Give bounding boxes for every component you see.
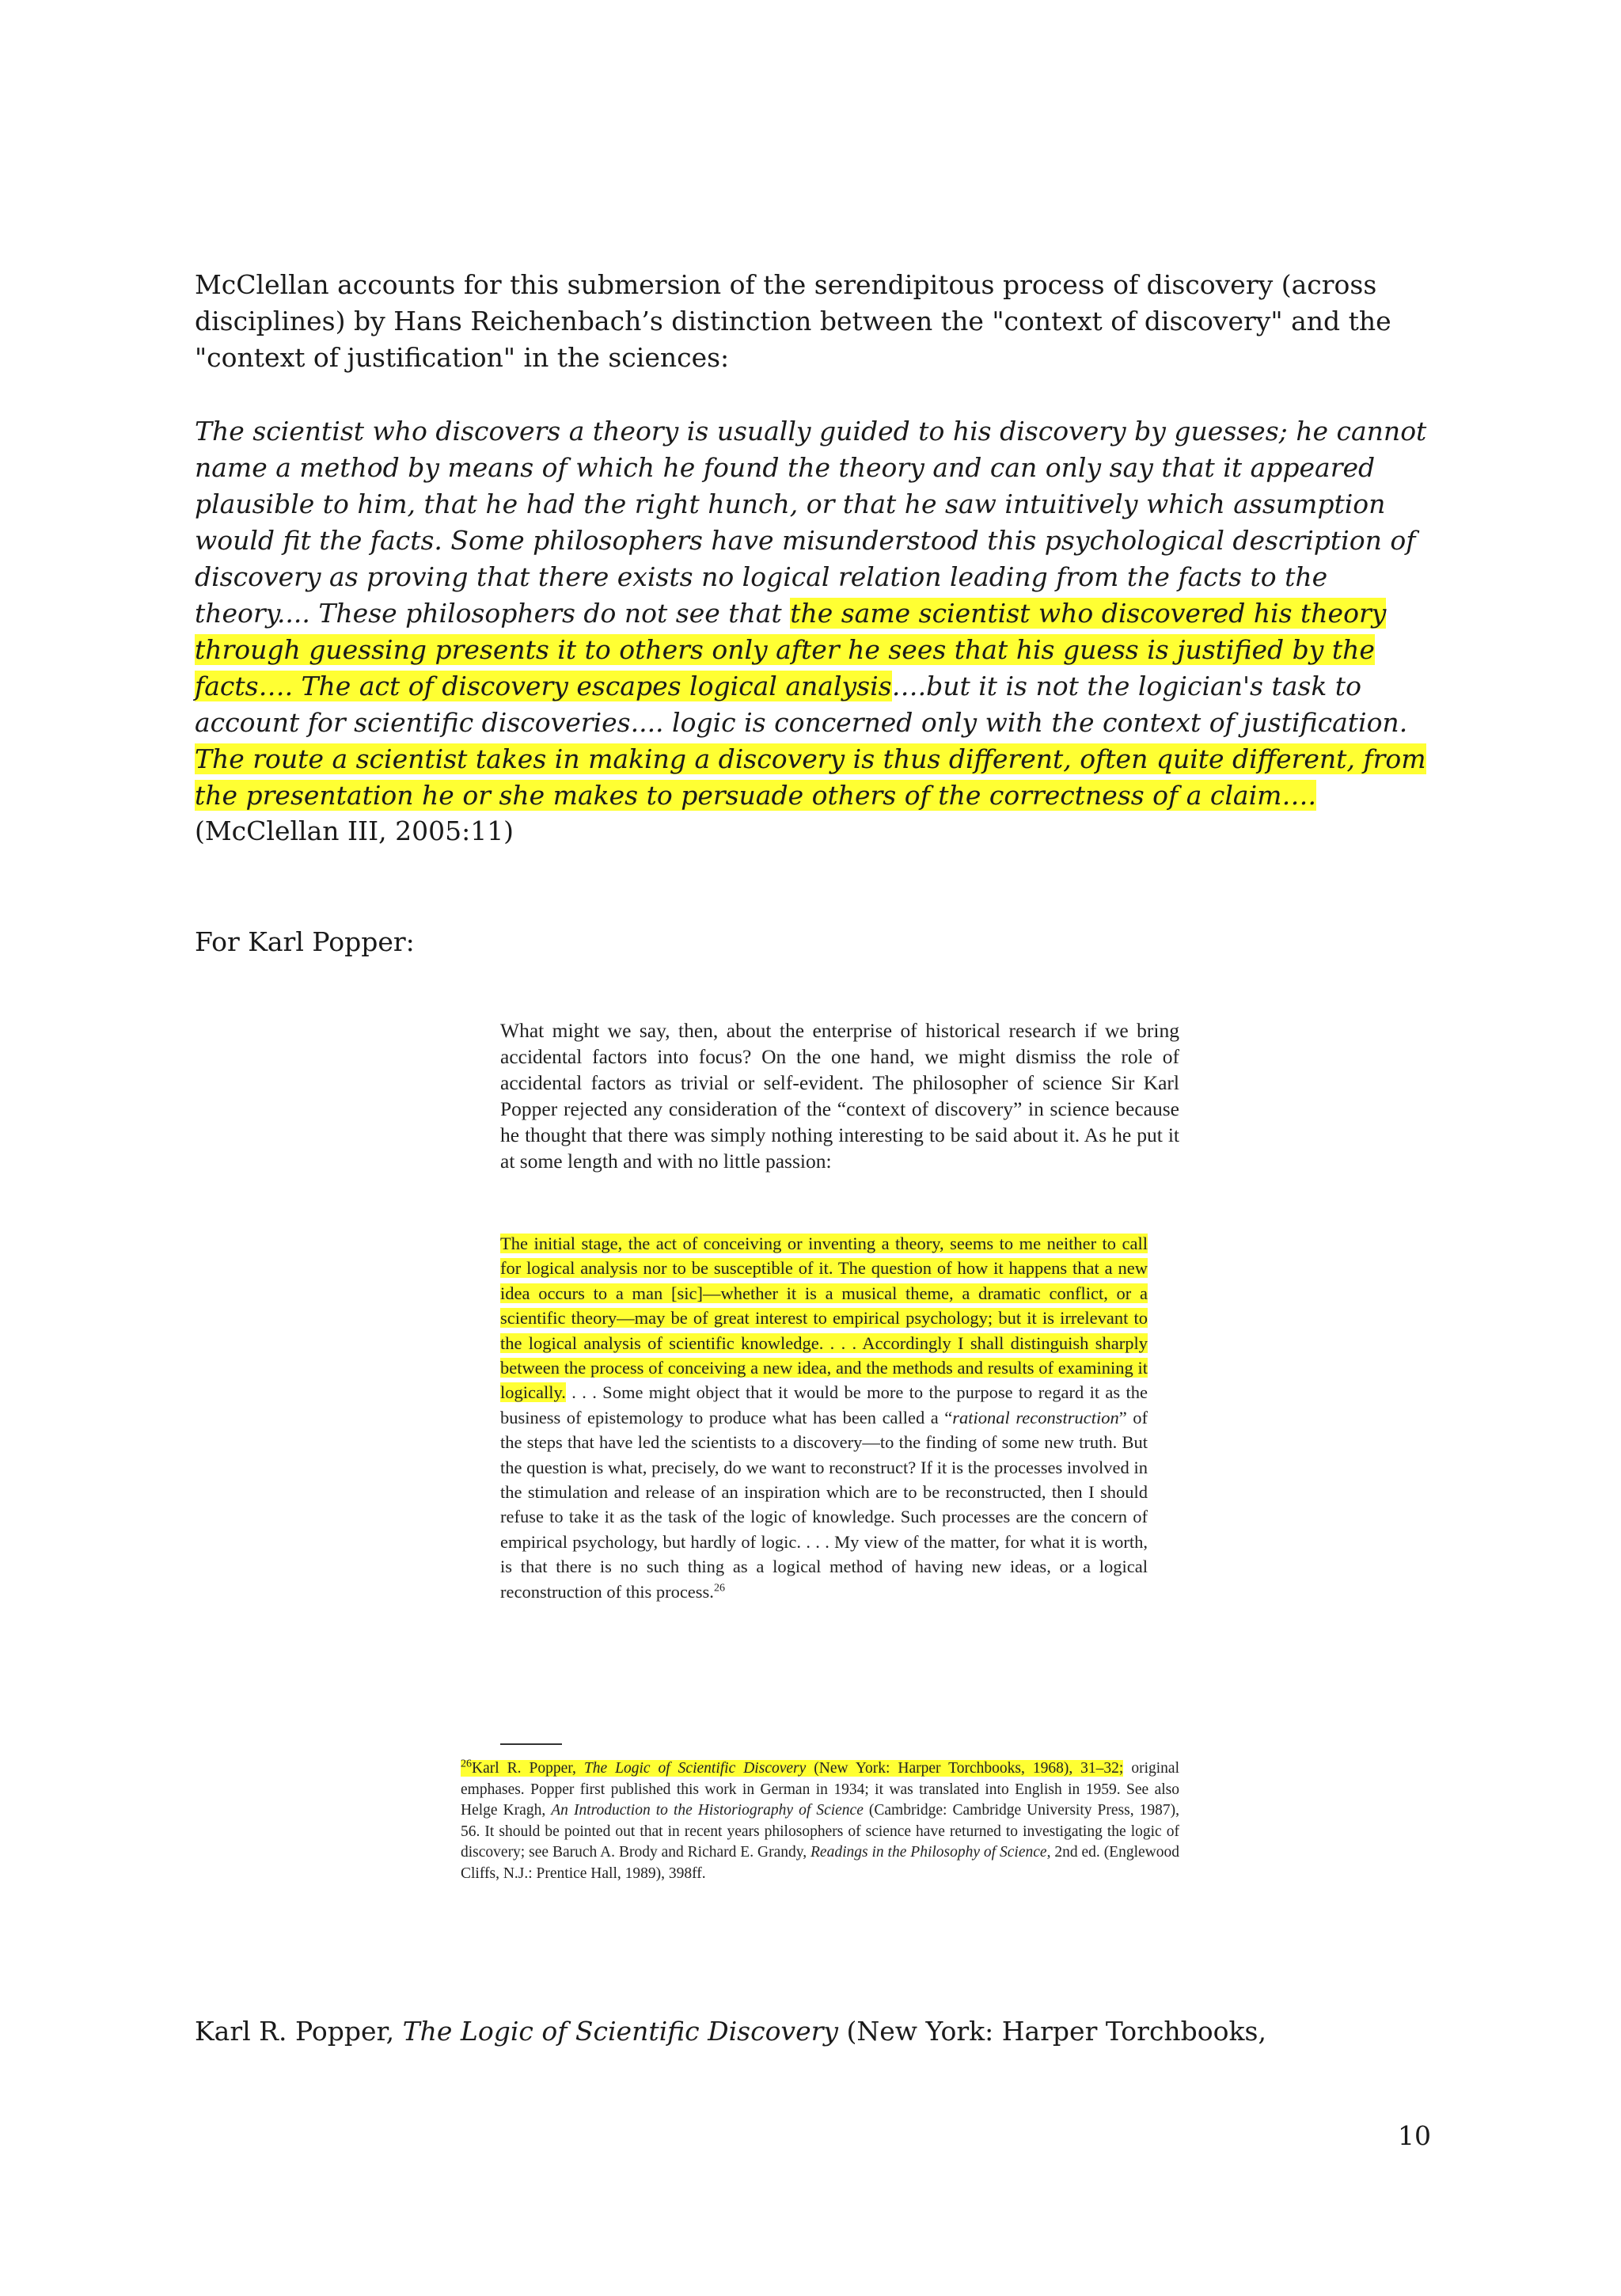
footnote-hl-title: The Logic of Scientific Discovery [583,1760,807,1777]
quote-highlight-2: The route a scientist takes in making a discovery is thus different, often quite different, from the presentation he or she makes to persuade others of the correctness of a claim…. [195,743,1426,811]
scanned-book-excerpt [461,1017,1180,1920]
scan-block-highlight: The initial stage, the act of conceiving or inventing a theory, seems to me neither to call for logical analysis nor to be susceptible of it. The question of how it happens that a new idea occurs to a man [sic]—whether it is a musical theme, a dramatic conflict, or a scientific theory—may be of great interest to empirical psychology; but it is irrelevant to the logical analysis of scientific knowledge. . . . Accordingly I shall distinguish sharply between the process of conceiving a new idea, and the methods and results of examining it logically. [500,1234,1148,1403]
scan-block-rest-2: ” of the steps that have led the scientists to a discovery—to the finding of some new truth. But the question is what, precisely, do we want to reconstruct? If it is the processes involved in the stimulation and release of an inspiration which are to be reconstructed, then I should refuse to take it as the task of the logic of knowledge. Such processes are the concern of empirical psychology, but hardly of logic. . . . My view of the matter, for what it is worth, is that there is no such thing as a logical method of having new ideas, or a logical reconstruction of this process. [500,1407,1148,1602]
popper-lead [195,924,1429,960]
footnote-rest-3: , 2nd ed. (Englewood Cliffs, N.J.: Prentice Hall, 1989), 398ff. [461,1844,1180,1882]
quote-part-2: ….but it is not the logician's task to account for scientific discoveries.... logic is concerned only with the context of justification. [195,671,1408,738]
footnote-hl-2: (New York: Harper Torchbooks, 1968), 31–32; [806,1760,1124,1777]
scan-footnote [461,1758,1179,1884]
popper-lead-text: For Karl Popper: [195,926,415,957]
page-number: 10 [1398,2120,1431,2151]
footnote-rest-2: (Cambridge: Cambridge University Press, 1987), 56. It should be pointed out that in recent years philosophers of science have returned to investigating the logic of discovery; see Baruch A. Brody and Richard E. Grandy, [461,1802,1179,1861]
scan-block-footnote-mark: 26 [713,1582,725,1595]
scan-paragraph: What might we say, then, about the enterprise of historical research if we bring accidental factors into focus? On the one hand, we might dismiss the role of accidental factors as trivial or self-evident. The philosopher of science Sir Karl Popper rejected any consideration of the “context of discovery” in science because he thought that there was simply nothing interesting to be said about it. As he put it at some length and with no little passion: [500,1019,1179,1173]
scan-block-rest-1: Some might object that it would be more to the purpose to regard it as the business of epistemology to produce what has been called a “ [500,1382,1148,1427]
intro-text: McClellan accounts for this submersion of the serendipitous process of discovery (across disciplines) by Hans Reichenbach’s distinction between the "context of discovery" and the "context of justification" in the sciences: [195,269,1391,373]
footnote-rest-title-2: Readings in the Philosophy of Science [810,1844,1047,1861]
footnote-hl-1: Karl R. Popper, [472,1760,584,1777]
footnote-rest-1: original emphases. Popper first published this work in German in 1934; it was translated into English in 1959. See also Helge Kragh, [461,1760,1180,1819]
footer-reference [195,2013,1429,2050]
reichenbach-quote [195,413,1429,814]
scan-block-rest-italic: rational reconstruction [952,1407,1119,1427]
citation [195,813,1429,850]
footnote-mark: 26 [461,1758,472,1770]
footer-ref-author: Karl R. Popper, [195,2016,403,2047]
scan-block-dots: . . . [565,1382,597,1403]
footnote-rest-title-1: An Introduction to the Historiography of Science [551,1802,864,1819]
scan-block-quote [500,1231,1148,1604]
footnote-rule [500,1743,562,1745]
quote-part-1: The scientist who discovers a theory is usually guided to his discovery by guesses; he cannot name a method by means of which he found the theory and can only say that it appeared plausible to him, that he had the right hunch, or that he saw intuitively which assumption would fit the facts. Some philosophers have misunderstood this psychological description of discovery as proving that there exists no logical relation leading from the facts to the theory.... These philosophers do not see that [195,416,1427,629]
intro-paragraph [195,267,1429,376]
quote-highlight-1: the same scientist who discovered his theory through guessing presents it to others only after he sees that his guess is justified by the facts…. The act of discovery escapes logical analysis [195,598,1387,701]
footer-ref-rest: (New York: Harper Torchbooks, [838,2016,1266,2047]
footer-ref-title: The Logic of Scientific Discovery [402,2016,839,2047]
citation-text: (McClellan III, 2005:11) [195,815,514,846]
